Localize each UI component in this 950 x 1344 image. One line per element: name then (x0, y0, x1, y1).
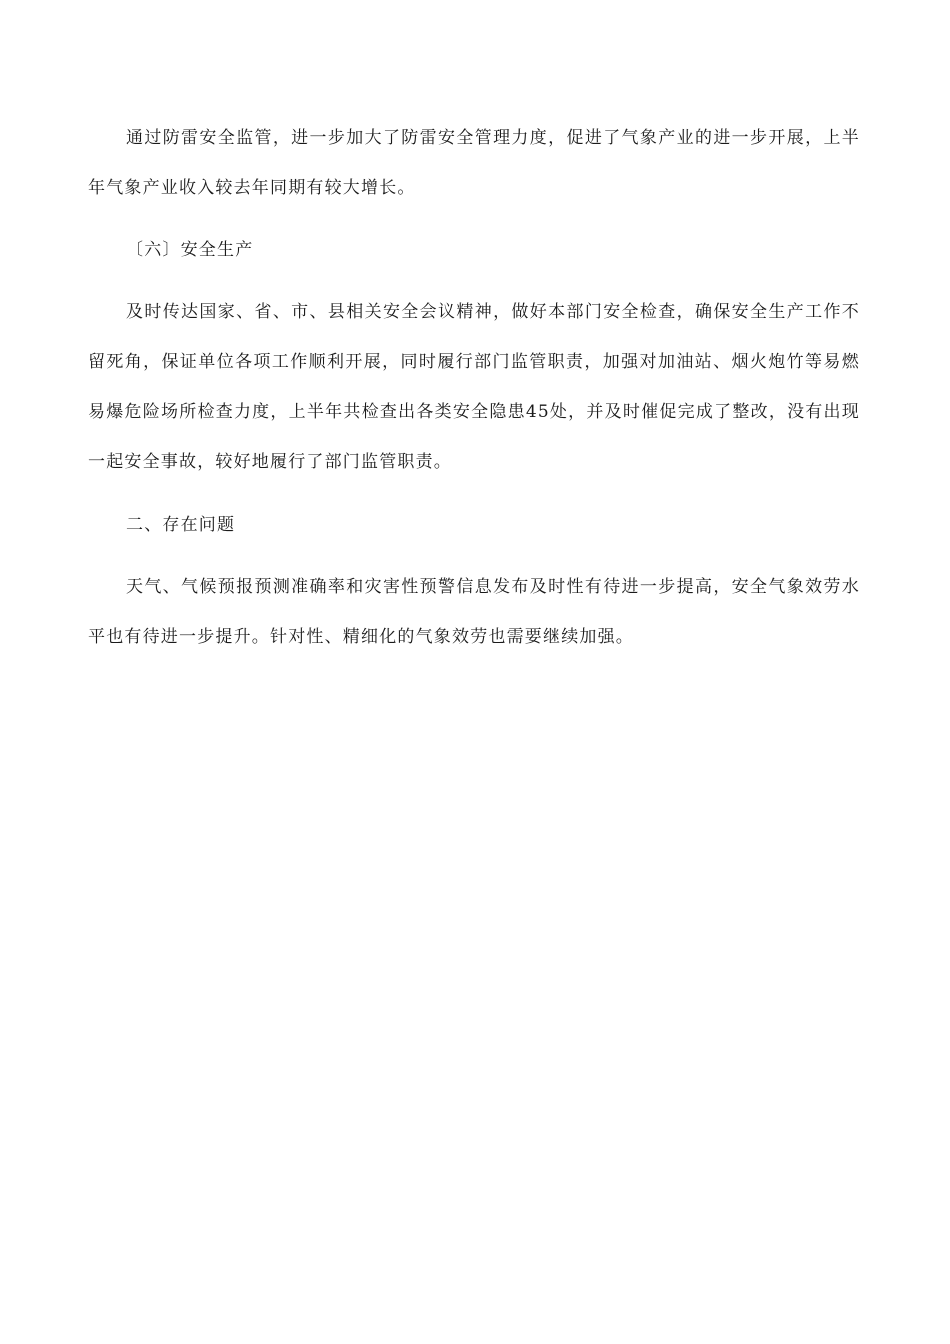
paragraph-existing-problems: 天气、气候预报预测准确率和灾害性预警信息发布及时性有待进一步提高，安全气象效劳水平也有待进一步提升。针对性、精细化的气象效劳也需要继续加强。 (88, 577, 860, 647)
section-heading-existing-problems: 二、存在问题 (126, 515, 236, 535)
paragraph-safety-production: 及时传达国家、省、市、县相关安全会议精神，做好本部门安全检查，确保安全生产工作不留死角，保证单位各项工作顺利开展，同时履行部门监管职责，加强对加油站、烟火炮竹等易燃易爆危险场所检查力度，上半年共检查出各类安全隐患45处，并及时催促完成了整改，没有出现一起安全事故，较好地履行了部门监管职责。 (88, 302, 860, 472)
section-heading-safety-production: 〔六〕安全生产 (126, 240, 254, 260)
paragraph-lightning-safety: 通过防雷安全监管，进一步加大了防雷安全管理力度，促进了气象产业的进一步开展，上半年气象产业收入较去年同期有较大增长。 (88, 128, 860, 198)
